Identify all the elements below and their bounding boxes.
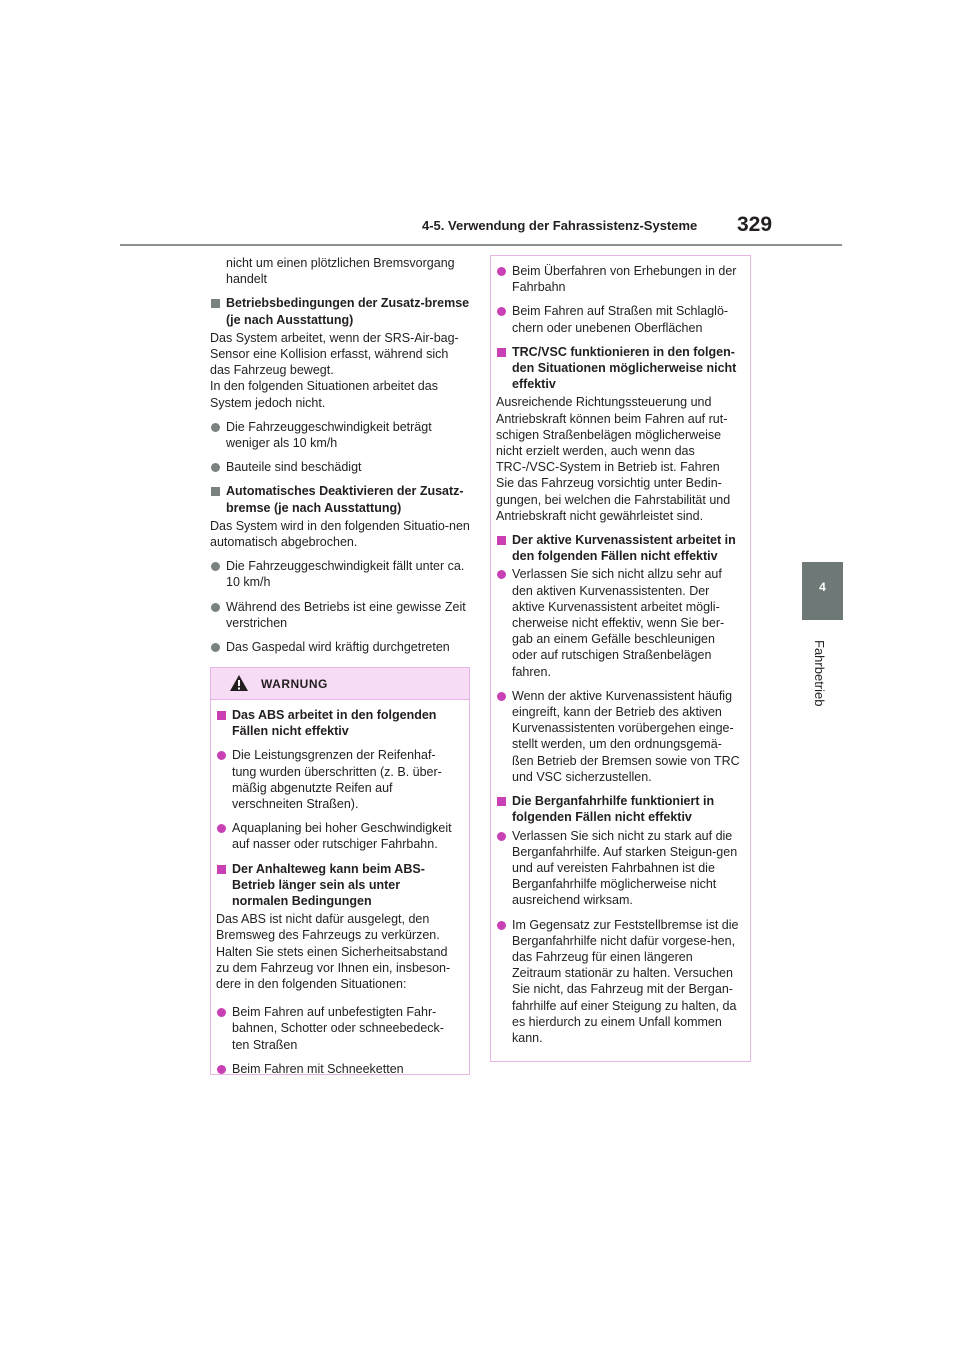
list-item: Verlassen Sie sich nicht zu stark auf die Berganfahrhilfe. Auf starken Steigun-gen und auf vereisten Fahrbahnen ist die Berganfahrhilfe möglicherweise nicht ausreichend wirksam. xyxy=(496,828,740,909)
list-item: Die Leistungsgrenzen der Reifenhaf-tung wurden überschritten (z. B. über-mäßig abgenutzte Reifen auf verschneiten Straßen). xyxy=(216,747,459,812)
section-title: 4-5. Verwendung der Fahrassistenz-Systeme xyxy=(422,218,698,233)
warning-title: WARNUNG xyxy=(261,677,328,691)
heading-kurvenassistent: Der aktive Kurvenassistent arbeitet in den folgenden Fällen nicht effektiv xyxy=(496,532,740,564)
heading-automatisches-deaktivieren: Automatisches Deaktivieren der Zusatz-bremse (je nach Ausstattung) xyxy=(210,483,470,515)
list-item: Beim Fahren auf Straßen mit Schlaglö-chern oder unebenen Oberflächen xyxy=(496,303,740,335)
bullet-icon xyxy=(211,643,220,652)
warning-box xyxy=(210,667,470,1075)
warning-triangle-icon xyxy=(229,674,249,692)
list-item: Bauteile sind beschädigt xyxy=(210,459,470,475)
bullet-icon xyxy=(497,570,506,579)
list-item: Beim Fahren mit Schneeketten xyxy=(216,1061,459,1077)
heading-betriebsbedingungen: Betriebsbedingungen der Zusatz-bremse (je nach Ausstattung) xyxy=(210,295,470,327)
square-marker-icon xyxy=(217,865,226,874)
bullet-icon xyxy=(497,267,506,276)
bullet-icon xyxy=(217,824,226,833)
square-marker-icon xyxy=(217,711,226,720)
list-item: Im Gegensatz zur Feststellbremse ist die Berganfahrhilfe nicht dafür vorgese-hen, das Fahrzeug für einen längeren Zeitraum stationär zu halten. Versuchen Sie nicht, das Fahrzeug mit der Bergan-fahrhilfe auf einer Steigung zu halten, da es hierdurch zu einem Unfall kommen kann. xyxy=(496,917,740,1047)
heading-abs: Das ABS arbeitet in den folgenden Fällen nicht effektiv xyxy=(216,707,459,739)
bullet-icon xyxy=(211,423,220,432)
square-marker-icon xyxy=(497,348,506,357)
paragraph: Das System wird in den folgenden Situatio-nen automatisch abgebrochen. xyxy=(210,518,470,550)
bullet-icon xyxy=(217,1008,226,1017)
paragraph: In den folgenden Situationen arbeitet das System jedoch nicht. xyxy=(210,379,438,410)
paragraph: Das System arbeitet, wenn der SRS-Air-bag-Sensor eine Kollision erfasst, während sich das Fahrzeug bewegt. xyxy=(210,330,459,378)
paragraph: Ausreichende Richtungssteuerung und Antriebskraft können beim Fahren auf rut-schigen Straßenbelägen möglicherweise nicht erzielt werden, auch wenn das TRC-/VSC-System in Betrieb ist. Fahren Sie das Fahrzeug vorsichtig unter Bedin-gungen, bei welchen die Fahrstabilität und Antriebskraft nicht gewährleistet sind. xyxy=(496,395,731,523)
list-item: Wenn der aktive Kurvenassistent häufig eingreift, kann der Betrieb des aktiven Kurvenassistenten vorübergehen einge-stellt werden, um den ordnungsgemä-ßen Betrieb der Bremsen sowie von TRC und VSC sicherzustellen. xyxy=(496,688,740,785)
square-marker-icon xyxy=(497,797,506,806)
bullet-icon xyxy=(211,603,220,612)
list-item: Das Gaspedal wird kräftig durchgetreten xyxy=(210,639,470,655)
warning-body xyxy=(211,700,469,1077)
square-marker-icon xyxy=(211,487,220,496)
left-column xyxy=(210,255,470,663)
square-marker-icon xyxy=(497,536,506,545)
heading-trc-vsc: TRC/VSC funktionieren in den folgen-den Situationen möglicherweise nicht effektiv xyxy=(496,344,740,393)
list-item: Die Fahrzeuggeschwindigkeit fällt unter ca. 10 km/h xyxy=(210,558,470,590)
page-number: 329 xyxy=(737,213,773,236)
bullet-icon xyxy=(497,692,506,701)
list-item: Beim Überfahren von Erhebungen in der Fahrbahn xyxy=(496,263,740,295)
list-item: Beim Fahren auf unbefestigten Fahr-bahnen, Schotter oder schneebedeck-ten Straßen xyxy=(216,1004,459,1053)
chapter-name: Fahrbetrieb xyxy=(812,640,827,707)
header-rule xyxy=(120,244,842,246)
list-item: Während des Betriebs ist eine gewisse Zeit verstrichen xyxy=(210,599,470,631)
chapter-number: 4 xyxy=(819,580,826,594)
warning-header xyxy=(211,668,469,700)
bullet-icon xyxy=(497,832,506,841)
heading-berganfahrhilfe: Die Berganfahrhilfe funktioniert in folgenden Fällen nicht effektiv xyxy=(496,793,740,825)
bullet-icon xyxy=(497,307,506,316)
paragraph: Das ABS ist nicht dafür ausgelegt, den Bremsweg des Fahrzeugs zu verkürzen. Halten Sie stets einen Sicherheitsabstand zu dem Fahrzeug vor Ihnen ein, insbeson-dere in den folgenden Situationen: xyxy=(216,912,451,992)
intro-text: nicht um einen plötzlichen Bremsvorgang handelt xyxy=(226,256,455,287)
bullet-icon xyxy=(211,562,220,571)
list-item: Die Fahrzeuggeschwindigkeit beträgt weniger als 10 km/h xyxy=(210,419,470,451)
list-item: Aquaplaning bei hoher Geschwindigkeit auf nasser oder rutschiger Fahrbahn. xyxy=(216,820,459,852)
square-marker-icon xyxy=(211,299,220,308)
list-item: Verlassen Sie sich nicht allzu sehr auf den aktiven Kurvenassistenten. Der aktive Kurvenassistent arbeitet mögli-cherweise nicht effektiv, wenn Sie ber-gab an einem Gefälle beschleunigen oder auf rutschigen Straßenbelägen fahren. xyxy=(496,566,740,679)
bullet-icon xyxy=(497,921,506,930)
bullet-icon xyxy=(217,751,226,760)
bullet-icon xyxy=(217,1065,226,1074)
warning-box-continued xyxy=(490,255,751,1062)
heading-anhalteweg: Der Anhalteweg kann beim ABS-Betrieb länger sein als unter normalen Bedingungen xyxy=(216,861,459,910)
bullet-icon xyxy=(211,463,220,472)
